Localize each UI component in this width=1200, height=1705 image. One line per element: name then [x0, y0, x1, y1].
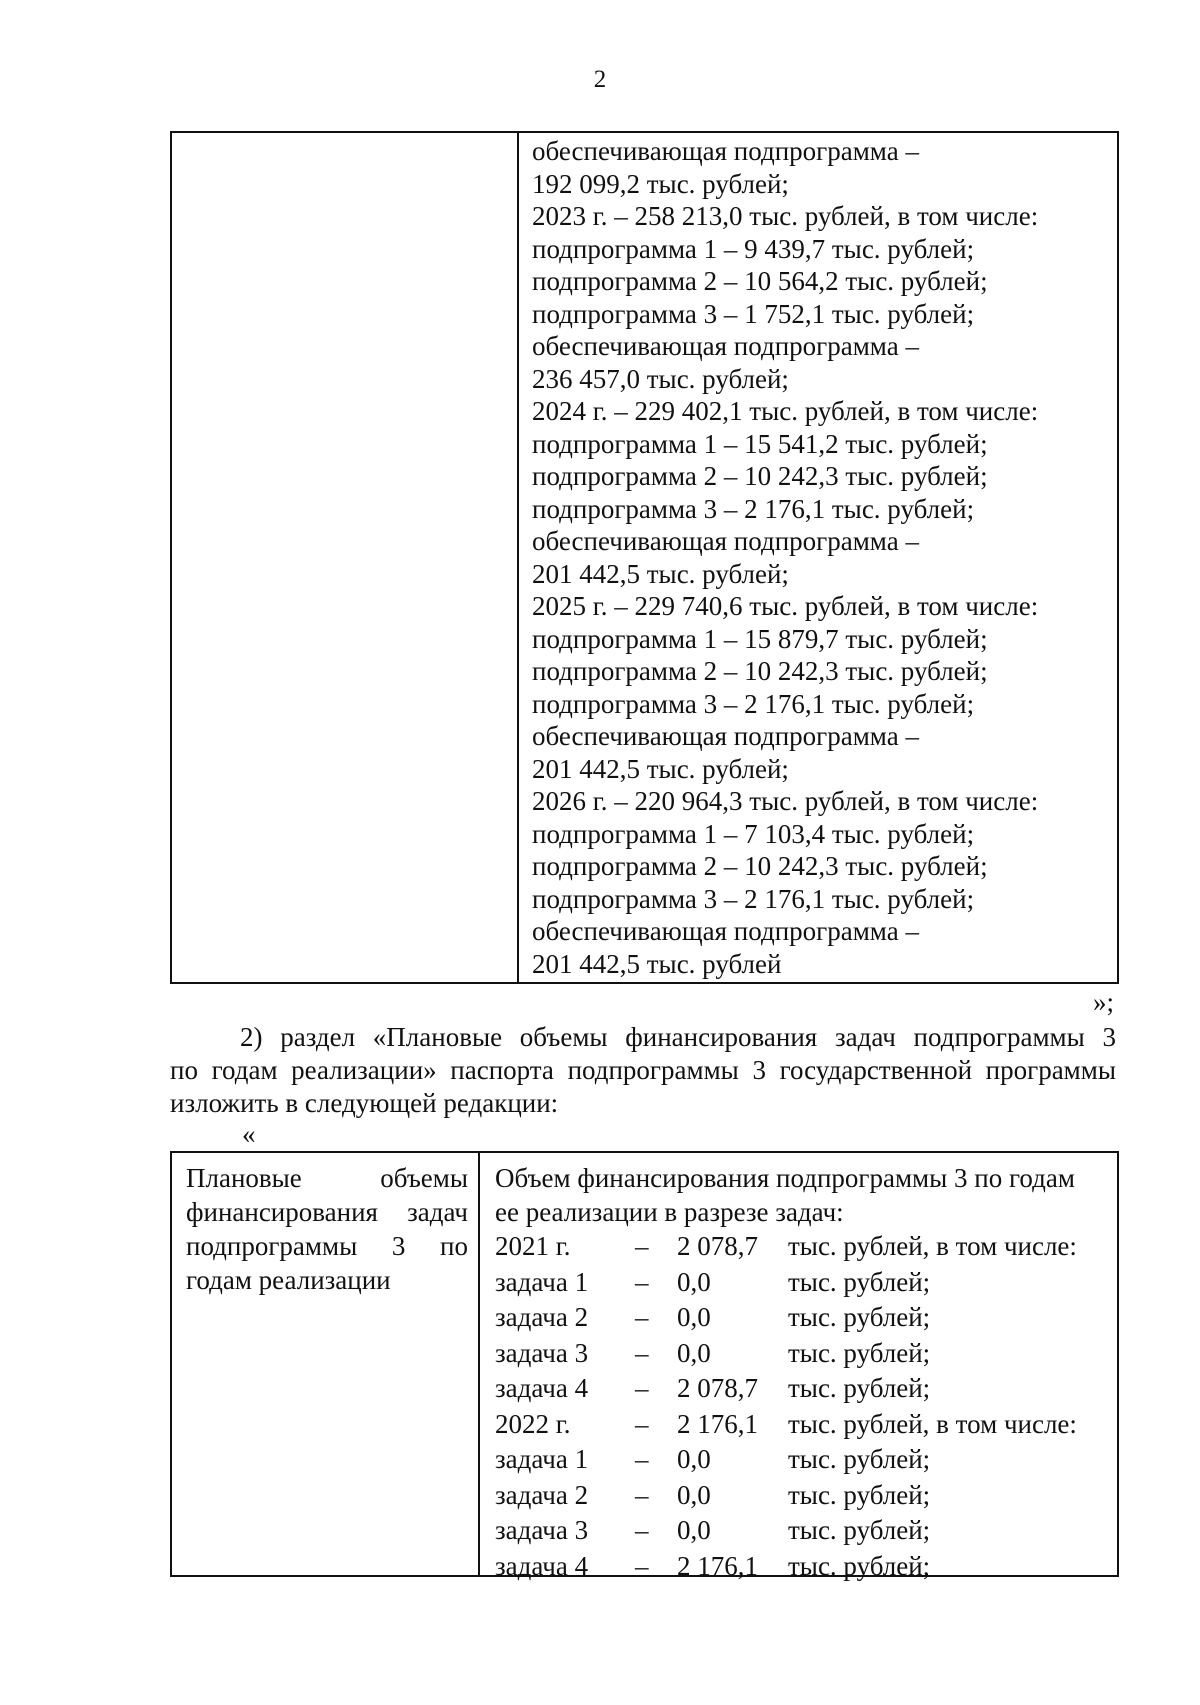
paragraph-line: 2) раздел «Плановые объемы финансирования задач подпрограммы 3: [240, 1022, 1116, 1052]
table2-row: [495, 1265, 1107, 1301]
row-value: 0,0: [677, 1479, 711, 1510]
row-value: 0,0: [677, 1266, 711, 1297]
table1-line: 201 442,5 тыс. рублей: [532, 948, 782, 979]
row-label: задача 4: [495, 1550, 589, 1581]
table2-row: [495, 1442, 1107, 1478]
row-dash: –: [635, 1302, 649, 1332]
row-unit: тыс. рублей;: [788, 1479, 931, 1510]
table2-left-cell: [172, 1153, 480, 1575]
table2-row: [495, 1549, 1107, 1585]
table2-left-line: годам реализации: [186, 1265, 391, 1295]
paragraph-line: по годам реализации» паспорта подпрограммы 3 государственной программы: [170, 1055, 1116, 1085]
table1-line: подпрограмма 3 – 2 176,1 тыс. рублей;: [532, 883, 975, 914]
row-unit: тыс. рублей, в том числе:: [788, 1408, 1077, 1439]
closing-quote: »;: [1092, 987, 1114, 1017]
table1-line: подпрограмма 1 – 9 439,7 тыс. рублей;: [532, 233, 975, 264]
table2-header-line: Объем финансирования подпрограммы 3 по годам: [495, 1163, 1075, 1193]
row-value: 2 078,7: [677, 1373, 758, 1403]
row-unit: тыс. рублей;: [788, 1550, 931, 1581]
row-value: 2 078,7: [677, 1231, 758, 1261]
table1-line: подпрограмма 3 – 2 176,1 тыс. рублей;: [532, 493, 975, 524]
row-label: 2021 г.: [495, 1231, 571, 1261]
row-value: 0,0: [677, 1444, 711, 1474]
row-dash: –: [635, 1515, 649, 1545]
table2-row: [495, 1478, 1107, 1514]
table2-row: [495, 1407, 1107, 1443]
table1-line: 201 442,5 тыс. рублей;: [532, 753, 789, 784]
row-unit: тыс. рублей, в том числе:: [788, 1231, 1077, 1261]
table1-line: 2023 г. – 258 213,0 тыс. рублей, в том числе:: [532, 201, 1039, 231]
table2-row: [495, 1229, 1107, 1265]
row-value: 2 176,1: [677, 1550, 758, 1581]
table1-line: 2024 г. – 229 402,1 тыс. рублей, в том числе:: [532, 396, 1039, 426]
task-funding-table: [170, 1151, 1119, 1581]
table2-left-line: Плановые объемы: [186, 1163, 468, 1193]
table1-line: подпрограмма 1 – 7 103,4 тыс. рублей;: [532, 818, 975, 849]
row-dash: –: [635, 1373, 649, 1403]
table2-header-line: ее реализации в разрезе задач:: [495, 1197, 844, 1227]
row-label: задача 2: [495, 1302, 589, 1332]
row-unit: тыс. рублей;: [788, 1302, 931, 1332]
table1-right-cell: [532, 135, 1111, 980]
table1-line: обеспечивающая подпрограмма –: [532, 331, 919, 361]
page-number: 2: [593, 66, 607, 93]
table1-line: 201 442,5 тыс. рублей;: [532, 558, 789, 589]
row-unit: тыс. рублей;: [788, 1515, 931, 1545]
table1-line: подпрограмма 2 – 10 564,2 тыс. рублей;: [532, 266, 988, 296]
row-dash: –: [635, 1444, 649, 1474]
row-unit: тыс. рублей;: [788, 1373, 931, 1403]
row-unit: тыс. рублей;: [788, 1337, 931, 1368]
table1-line: 2025 г. – 229 740,6 тыс. рублей, в том числе:: [532, 591, 1039, 621]
row-dash: –: [635, 1337, 649, 1368]
row-dash: –: [635, 1266, 649, 1297]
table2-row: [495, 1336, 1107, 1372]
row-label: задача 1: [495, 1266, 589, 1297]
opening-quote: «: [242, 1119, 256, 1149]
table1-line: 236 457,0 тыс. рублей;: [532, 363, 789, 394]
table2-row: [495, 1513, 1107, 1549]
table1-line: подпрограмма 2 – 10 242,3 тыс. рублей;: [532, 851, 988, 881]
table1-line: обеспечивающая подпрограмма –: [532, 721, 919, 751]
row-dash: –: [635, 1408, 649, 1439]
amendment-paragraph: [170, 1021, 1116, 1120]
table2-left-line: финансирования задач: [186, 1197, 468, 1227]
table1-line: обеспечивающая подпрограмма –: [532, 916, 919, 946]
table1-line: обеспечивающая подпрограмма –: [532, 526, 919, 556]
table1-line: подпрограмма 2 – 10 242,3 тыс. рублей;: [532, 461, 988, 491]
table1-line: 192 099,2 тыс. рублей;: [532, 168, 789, 199]
row-value: 0,0: [677, 1302, 711, 1332]
row-unit: тыс. рублей;: [788, 1266, 931, 1297]
table2-row: [495, 1300, 1107, 1336]
table1-line: подпрограмма 1 – 15 879,7 тыс. рублей;: [532, 623, 988, 654]
table1-line: подпрограмма 1 – 15 541,2 тыс. рублей;: [532, 428, 988, 459]
row-label: задача 2: [495, 1479, 589, 1510]
row-unit: тыс. рублей;: [788, 1444, 931, 1474]
row-label: задача 1: [495, 1444, 589, 1474]
table2-left-line: подпрограммы 3 по: [186, 1231, 468, 1261]
row-dash: –: [635, 1550, 649, 1581]
paragraph-line: изложить в следующей редакции:: [170, 1088, 559, 1118]
table2-right-cell: [495, 1161, 1107, 1584]
table1-line: подпрограмма 3 – 2 176,1 тыс. рублей;: [532, 688, 975, 719]
row-dash: –: [635, 1479, 649, 1510]
row-label: задача 4: [495, 1373, 589, 1403]
table2-row: [495, 1371, 1107, 1407]
table1-line: подпрограмма 2 – 10 242,3 тыс. рублей;: [532, 656, 988, 686]
table1-line: обеспечивающая подпрограмма –: [532, 136, 919, 166]
funding-table-continuation: [170, 131, 1119, 984]
table1-left-cell: [172, 133, 519, 982]
row-dash: –: [635, 1231, 649, 1261]
row-value: 0,0: [677, 1337, 711, 1368]
row-label: 2022 г.: [495, 1408, 571, 1439]
row-value: 0,0: [677, 1515, 711, 1545]
table1-line: подпрограмма 3 – 1 752,1 тыс. рублей;: [532, 298, 975, 329]
table1-line: 2026 г. – 220 964,3 тыс. рублей, в том числе:: [532, 786, 1039, 816]
row-value: 2 176,1: [677, 1408, 758, 1439]
row-label: задача 3: [495, 1337, 589, 1368]
row-label: задача 3: [495, 1515, 589, 1545]
